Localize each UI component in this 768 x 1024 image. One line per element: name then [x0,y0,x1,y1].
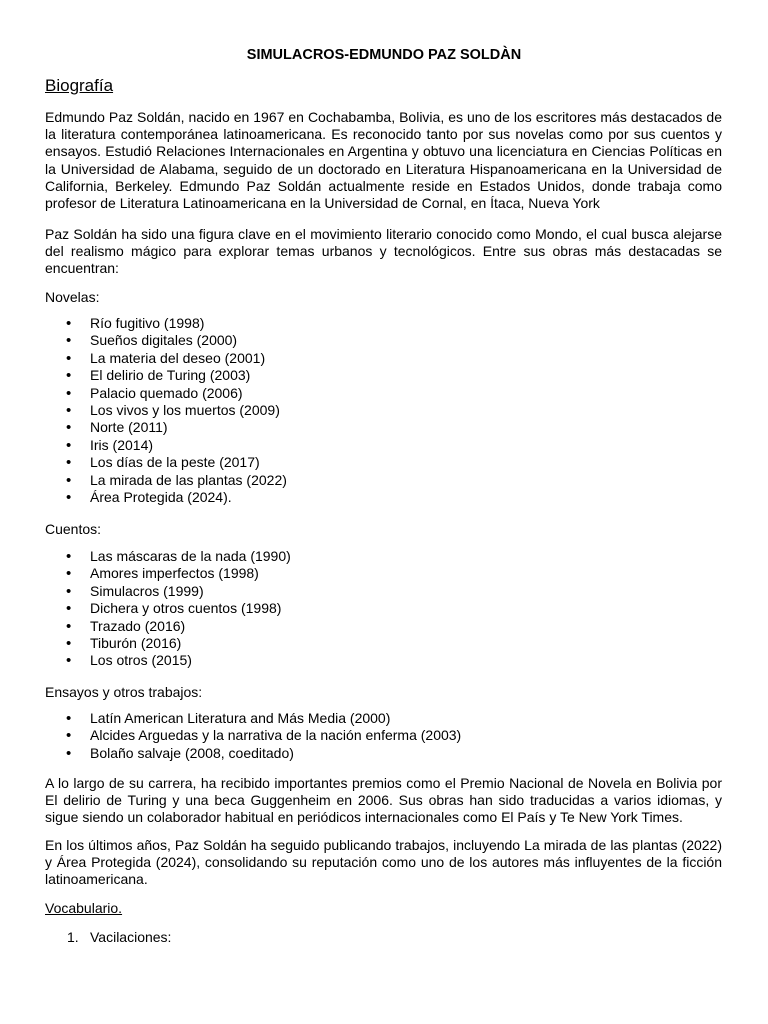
list-item: • Iris (2014) [45,437,287,454]
list-item: • Los días de la peste (2017) [45,454,287,471]
list-item: • Los otros (2015) [45,652,291,669]
list-item-text: Vacilaciones: [90,929,172,945]
document-title: SIMULACROS-EDMUNDO PAZ SOLDÀN [246,47,522,63]
list-item: • Sueños digitales (2000) [45,332,287,349]
paragraph-mondo: Paz Soldán ha sido una figura clave en el movimiento literario conocido como Mondo, el cual busca alejarse del realismo mágico para explorar temas urbanos y tecnológicos. Entre sus obras más destacadas se encuentran: [45,226,722,277]
list-item: • Simulacros (1999) [45,583,291,600]
list-item: • Bolaño salvaje (2008, coeditado) [45,745,461,762]
paragraph-ultimos-anos: En los últimos años, Paz Soldán ha seguido publicando trabajos, incluyendo La mirada de las plantas (2022) y Área Protegida (2024), consolidando su reputación como uno de los autores más influyentes de la ficción latinoamericana. [45,837,722,888]
list-item [45,929,171,946]
section-heading-biografia: Biografía [45,76,114,95]
list-item: • Tiburón (2016) [45,635,291,652]
list-item: • Norte (2011) [45,419,287,436]
list-item: • Río fugitivo (1998) [45,315,287,332]
ensayos-list [45,710,461,762]
ensayos-label: Ensayos y otros trabajos: [45,684,203,700]
list-item: • La mirada de las plantas (2022) [45,472,287,489]
list-item: • Latín American Literatura and Más Media (2000) [45,710,461,727]
novelas-list [45,315,287,506]
novelas-label: Novelas: [45,289,100,305]
list-item: • Alcides Arguedas y la narrativa de la nación enferma (2003) [45,727,461,744]
list-item: • Palacio quemado (2006) [45,385,287,402]
list-item: • Amores imperfectos (1998) [45,565,291,582]
cuentos-label: Cuentos: [45,521,102,537]
vocabulario-label: Vocabulario. [45,900,123,916]
list-item: • Los vivos y los muertos (2009) [45,402,287,419]
list-item: • Área Protegida (2024). [45,489,287,506]
list-item: • La materia del deseo (2001) [45,350,287,367]
list-item-number: 1. [67,929,79,945]
list-item: • Trazado (2016) [45,618,291,635]
list-item: • Dichera y otros cuentos (1998) [45,600,291,617]
list-item: • El delirio de Turing (2003) [45,367,287,384]
vocabulario-list [45,929,171,946]
paragraph-premios: A lo largo de su carrera, ha recibido importantes premios como el Premio Nacional de Novela en Bolivia por El delirio de Turing y una beca Guggenheim en 2006. Sus obras han sido traducidas a varios idiomas, y sigue siendo un colaborador habitual en periódicos internacionales como El País y Te New York Times. [45,775,722,826]
cuentos-list [45,548,291,670]
list-item: • Las máscaras de la nada (1990) [45,548,291,565]
paragraph-intro: Edmundo Paz Soldán, nacido en 1967 en Cochabamba, Bolivia, es uno de los escritores más destacados de la literatura contemporánea latinoamericana. Es reconocido tanto por sus novelas como por sus cuentos y ensayos. Estudió Relaciones Internacionales en Argentina y obtuvo una licenciatura en Ciencias Políticas en la Universidad de Alabama, seguido de un doctorado en Literatura Hispanoamericana en la Universidad de California, Berkeley. Edmundo Paz Soldán actualmente reside en Estados Unidos, donde trabaja como profesor de Literatura Latinoamericana en la Universidad de Cornal, en Ítaca, Nueva York [45,109,722,212]
